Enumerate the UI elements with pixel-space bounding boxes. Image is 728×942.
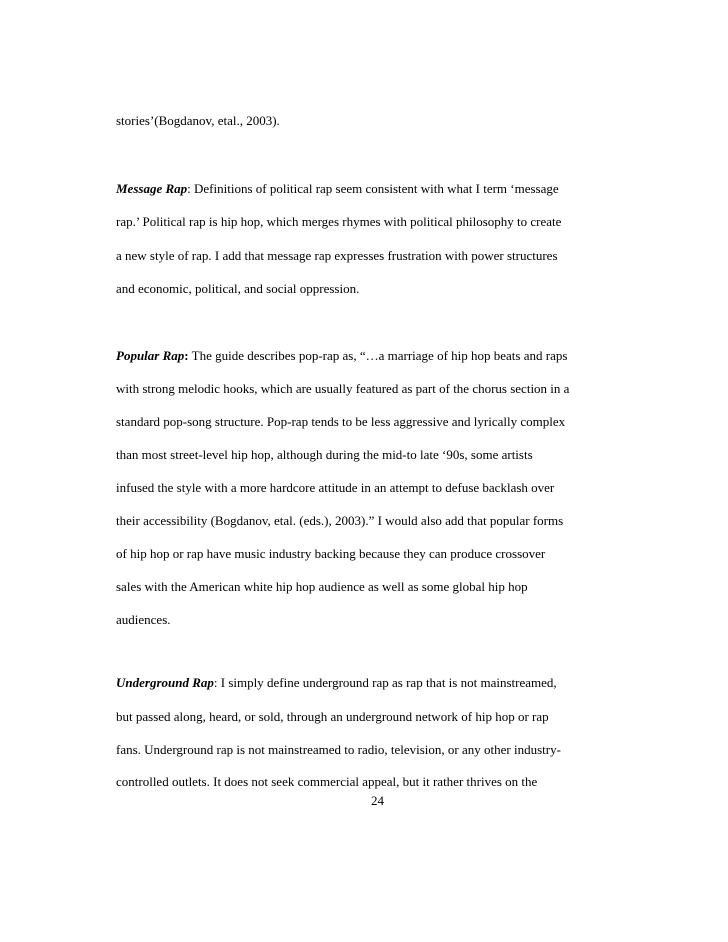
body-line: of hip hop or rap have music industry backing because they can produce crossover xyxy=(116,546,546,561)
term-message-rap: Message Rap xyxy=(116,181,188,196)
body-line: standard pop-song structure. Pop-rap tends to be less aggressive and lyrically complex xyxy=(116,414,566,429)
term-underground-rap: Underground Rap xyxy=(116,675,214,690)
body-line: a new style of rap. I add that message rap expresses frustration with power structures xyxy=(116,248,558,263)
section-message-rap-line-1 xyxy=(116,181,559,197)
body-line: rap.’ Political rap is hip hop, which merges rhymes with political philosophy to create xyxy=(116,214,562,229)
section-popular-rap-line-1 xyxy=(116,348,567,364)
body-text: The guide describes pop-rap as, “…a marriage of hip hop beats and raps xyxy=(188,348,568,363)
term-separator: : xyxy=(187,181,191,196)
body-line: but passed along, heard, or sold, through an underground network of hip hop or rap xyxy=(116,709,549,724)
page-number: 24 xyxy=(371,793,384,808)
body-text: Definitions of political rap seem consistent with what I term ‘message xyxy=(190,181,559,196)
term-separator: : xyxy=(213,675,218,690)
body-line: their accessibility (Bogdanov, etal. (eds.), 2003).” I would also add that popular forms xyxy=(116,513,564,528)
body-line: audiences. xyxy=(116,612,171,627)
body-line: infused the style with a more hardcore attitude in an attempt to defuse backlash over xyxy=(116,480,555,495)
body-text: I simply define underground rap as rap that is not mainstreamed, xyxy=(217,675,557,690)
term-popular-rap: Popular Rap xyxy=(116,348,185,363)
body-line: with strong melodic hooks, which are usually featured as part of the chorus section in a xyxy=(116,381,570,396)
body-line: fans. Underground rap is not mainstreamed to radio, television, or any other industry- xyxy=(116,742,561,757)
body-line: sales with the American white hip hop audience as well as some global hip hop xyxy=(116,579,528,594)
section-underground-rap-line-1 xyxy=(116,675,557,691)
body-line: than most street-level hip hop, although during the mid-to late ‘90s, some artists xyxy=(116,447,533,462)
intro-line: stories’(Bogdanov, etal., 2003). xyxy=(116,113,280,128)
term-separator: : xyxy=(184,348,189,363)
body-line: controlled outlets. It does not seek commercial appeal, but it rather thrives on the xyxy=(116,774,538,789)
body-line: and economic, political, and social oppression. xyxy=(116,281,360,296)
